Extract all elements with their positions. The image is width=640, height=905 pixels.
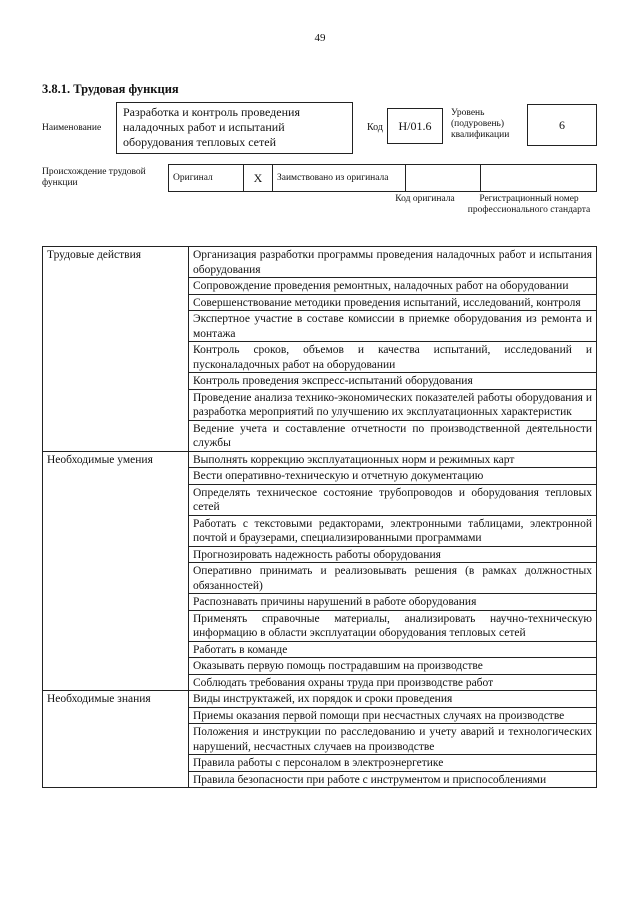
section-item: Вести оперативно-техническую и отчетную документацию	[189, 468, 597, 485]
section-item: Виды инструктажей, их порядок и сроки проведения	[189, 691, 597, 708]
borrowed-label: Заимствовано из оригинала	[273, 165, 406, 192]
section-item: Сопровождение проведения ремонтных, наладочных работ на оборудовании	[189, 278, 597, 295]
section-item: Распознавать причины нарушений в работе оборудования	[189, 594, 597, 611]
reg-caption: Регистрационный номер профессионального стандарта	[467, 194, 591, 215]
section-title: Трудовые действия	[43, 247, 189, 452]
level-field: 6	[527, 104, 597, 146]
name-label: Наименование	[42, 123, 102, 133]
section-title: Необходимые знания	[43, 691, 189, 788]
section-item: Оперативно принимать и реализовывать решения (в рамках должностных обязанностей)	[189, 563, 597, 594]
code-caption: Код оригинала	[395, 194, 455, 204]
section-heading: 3.8.1. Трудовая функция	[42, 82, 179, 96]
section-item: Определять техническое состояние трубопроводов и оборудования тепловых сетей	[189, 484, 597, 515]
original-code-cell	[406, 165, 481, 192]
competency-table	[42, 246, 597, 788]
section-item: Контроль сроков, объемов и качества испытаний, исследований и пусконаладочных работ на оборудовании	[189, 342, 597, 373]
function-name-field: Разработка и контроль проведения наладочных работ и испытаний оборудования тепловых сетей	[116, 102, 353, 154]
section-item: Работать с текстовыми редакторами, электронными таблицами, электронной почтой и браузерами, специализированными программами	[189, 515, 597, 546]
code-label: Код	[367, 122, 383, 133]
table-row	[43, 247, 597, 278]
section-item: Контроль проведения экспресс-испытаний оборудования	[189, 373, 597, 390]
table-row	[43, 691, 597, 708]
original-label: Оригинал	[169, 165, 244, 192]
section-item: Экспертное участие в составе комиссии в приемке оборудования из ремонта и монтажа	[189, 311, 597, 342]
reg-number-cell	[481, 165, 597, 192]
section-item: Соблюдать требования охраны труда при производстве работ	[189, 674, 597, 691]
page-number: 49	[314, 32, 326, 44]
section-item: Ведение учета и составление отчетности по производственной деятельности службы	[189, 420, 597, 451]
section-item: Выполнять коррекцию эксплуатационных норм и режимных карт	[189, 451, 597, 468]
original-mark: X	[244, 165, 273, 192]
section-item: Совершенствование методики проведения испытаний, исследований, контроля	[189, 294, 597, 311]
section-item: Применять справочные материалы, анализировать научно-техническую информацию в области эксплуатации оборудования тепловых сетей	[189, 610, 597, 641]
table-row	[43, 451, 597, 468]
section-item: Положения и инструкции по расследованию и учету аварий и технологических нарушений, несчастных случаев на производстве	[189, 724, 597, 755]
section-item: Правила безопасности при работе с инструментом и приспособлениями	[189, 771, 597, 788]
section-item: Оказывать первую помощь пострадавшим на производстве	[189, 658, 597, 675]
section-item: Работать в команде	[189, 641, 597, 658]
section-item: Прогнозировать надежность работы оборудования	[189, 546, 597, 563]
section-item: Организация разработки программы проведения наладочных работ и испытания оборудования	[189, 247, 597, 278]
section-item: Приемы оказания первой помощи при несчастных случаях на производстве	[189, 707, 597, 724]
code-field: Н/01.6	[387, 108, 443, 144]
section-item: Правила работы с персоналом в электроэнергетике	[189, 755, 597, 772]
section-item: Проведение анализа технико-экономических показателей работы оборудования и разработка мероприятий по улучшению их эксплуатационных характеристик	[189, 389, 597, 420]
origin-label: Происхождение трудовой функции	[42, 167, 146, 188]
level-label: Уровень (подуровень) квалификации	[451, 108, 510, 140]
section-title: Необходимые умения	[43, 451, 189, 691]
origin-table	[168, 164, 597, 192]
